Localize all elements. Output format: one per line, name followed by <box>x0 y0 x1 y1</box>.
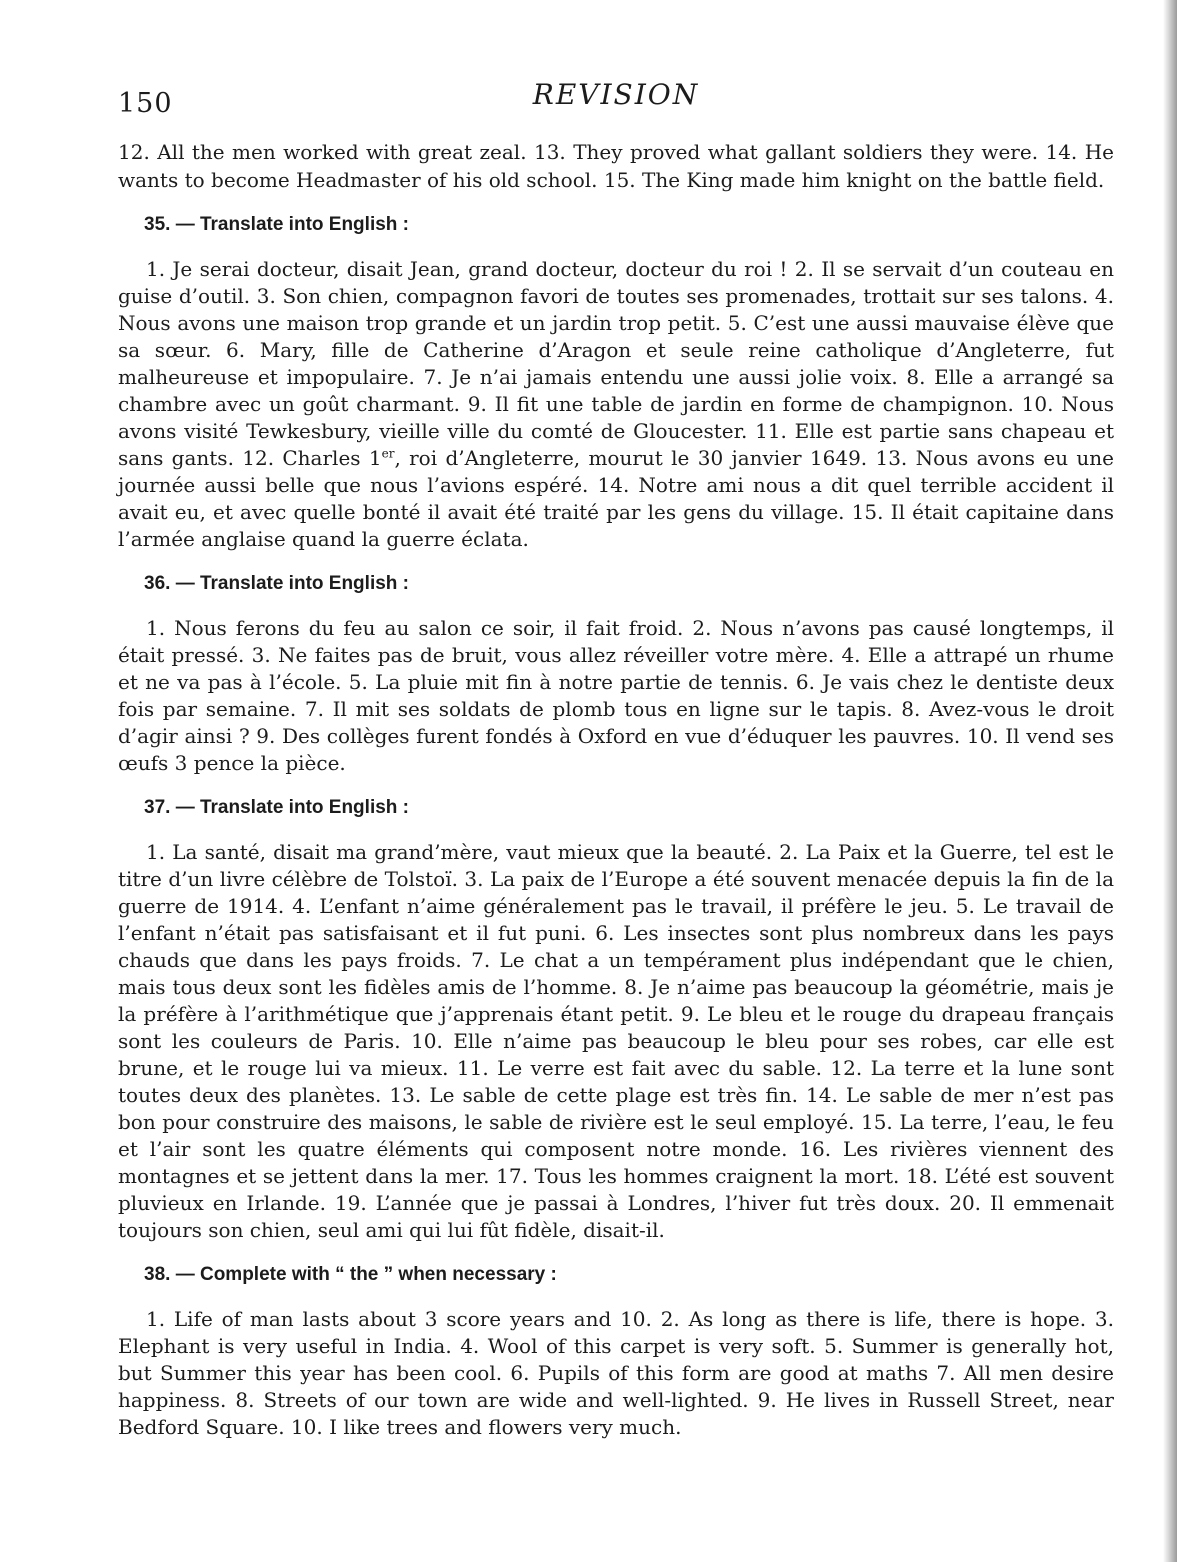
book-page <box>118 76 1114 1461</box>
exercise-body: 1. Life of man lasts about 3 score years and 10. 2. As long as there is life, there is hope. 3. Elephant is very useful in India. 4. Wool of this carpet is very soft. 5. Summer is generally hot, but Summer this year has been cool. 6. Pupils of this form are good at maths 7. All men desire happiness. 8. Streets of our town are wide and well-lighted. 9. He lives in Russell Street, near Bedford Square. 10. I like trees and flowers very much. <box>118 1307 1114 1439</box>
exercise-36 <box>118 573 1114 777</box>
page-number: 150 <box>118 88 173 119</box>
exercise-heading: 37. — Translate into English : <box>144 797 409 818</box>
exercise-heading: 36. — Translate into English : <box>144 573 409 594</box>
exercise-body: 1. La santé, disait ma grand’mère, vaut mieux que la beauté. 2. La Paix et la Guerre, tel est le titre d’un livre célèbre de Tolstoï. 3. La paix de l’Europe a été souvent menacée depuis la fin de la guerre de 1914. 4. L’enfant n’aime généralement pas le travail, il préfère le jeu. 5. Le travail de l’enfant n’était pas satisfaisant et il fut puni. 6. Les insectes sont plus nombreux dans les pays chauds que dans les pays froids. 7. Le chat a un tempérament plus indépendant que le chien, mais tous deux sont les fidèles amis de l’homme. 8. Je n’aime pas beaucoup la géométrie, mais je la préfère à l’arithmétique que j’apprenais étant petit. 9. Le bleu et le rouge du drapeau français sont les couleurs de Paris. 10. Elle n’aime pas beaucoup le bleu pour ses robes, car elle est brune, et le rouge lui va mieux. 11. Le verre est fait avec du sable. 12. La terre et la lune sont toutes deux des planètes. 13. Le sable de cette plage est très fin. 14. Le sable de mer n’est pas bon pour construire des maisons, le sable de rivière est le seul employé. 15. La terre, l’eau, le feu et l’air sont les quatre éléments qui composent notre monde. 16. Les rivières viennent des montagnes et se jettent dans la mer. 17. Tous les hommes craignent la mort. 18. L’été est souvent pluvieux en Irlande. 19. L’année que je passai à Londres, l’hiver fut très doux. 20. Il emmenait toujours son chien, seul ami qui lui fût fidèle, disait-il. <box>118 840 1114 1242</box>
continued-sentences: 12. All the men worked with great zeal. 13. They proved what gallant soldiers they were. 14. He wants to become Headmaster of his old school. 15. The King made him knight on the battle field. <box>118 140 1114 192</box>
exercise-38 <box>118 1264 1114 1441</box>
exercise-text: , roi d’Angleterre, mourut le 30 janvier 1649. 13. Nous avons eu une journée aussi belle que nous l’avions espéré. 14. Notre ami nous a dit quel terrible accident il avait eu, et avec quelle bonté il avait été traité par les gens du village. 15. Il était capitaine dans l’armée anglaise quand la guerre éclata. <box>118 446 1114 551</box>
exercise-text: 1. Je serai docteur, disait Jean, grand docteur, docteur du roi ! 2. Il se servait d’un couteau en guise d’outil. 3. Son chien, compagnon favori de toutes ses promenades, trottait sur ses talons. 4. Nous avons une maison trop grande et un jardin trop petit. 5. C’est une aussi mauvaise élève que sa sœur. 6. Mary, fille de Catherine d’Aragon et seule reine catholique d’Angleterre, fut malheureuse et impopulaire. 7. Je n’ai jamais entendu une aussi jolie voix. 8. Elle a arrangé sa chambre avec un goût charmant. 9. Il fit une table de jardin en forme de champignon. 10. Nous avons visité Tewkesbury, vieille ville du comté de Gloucester. 11. Elle est partie sans chapeau et sans gants. 12. Charles 1 <box>118 257 1114 470</box>
page-header <box>118 76 1114 122</box>
page-edge-shadow <box>1163 0 1177 1562</box>
exercise-heading: 38. — Complete with “ the ” when necessary : <box>144 1264 557 1285</box>
superscript: er <box>381 446 395 461</box>
exercise-body <box>118 256 1114 553</box>
exercise-37 <box>118 797 1114 1244</box>
exercise-body: 1. Nous ferons du feu au salon ce soir, il fait froid. 2. Nous n’avons pas causé longtemps, il était pressé. 3. Ne faites pas de bruit, vous allez réveiller votre mère. 4. Elle a attrapé un rhume et ne va pas à l’école. 5. La pluie mit fin à notre partie de tennis. 6. Je vais chez le dentiste deux fois par semaine. 7. Il mit ses soldats de plomb tous en ligne sur le tapis. 8. Avez-vous le droit d’agir ainsi ? 9. Des collèges furent fondés à Oxford en vue d’éduquer les pauvres. 10. Il vend ses œufs 3 pence la pièce. <box>118 616 1114 775</box>
exercise-heading: 35. — Translate into English : <box>144 214 409 235</box>
exercise-35 <box>118 214 1114 553</box>
running-head: REVISION <box>532 78 700 111</box>
